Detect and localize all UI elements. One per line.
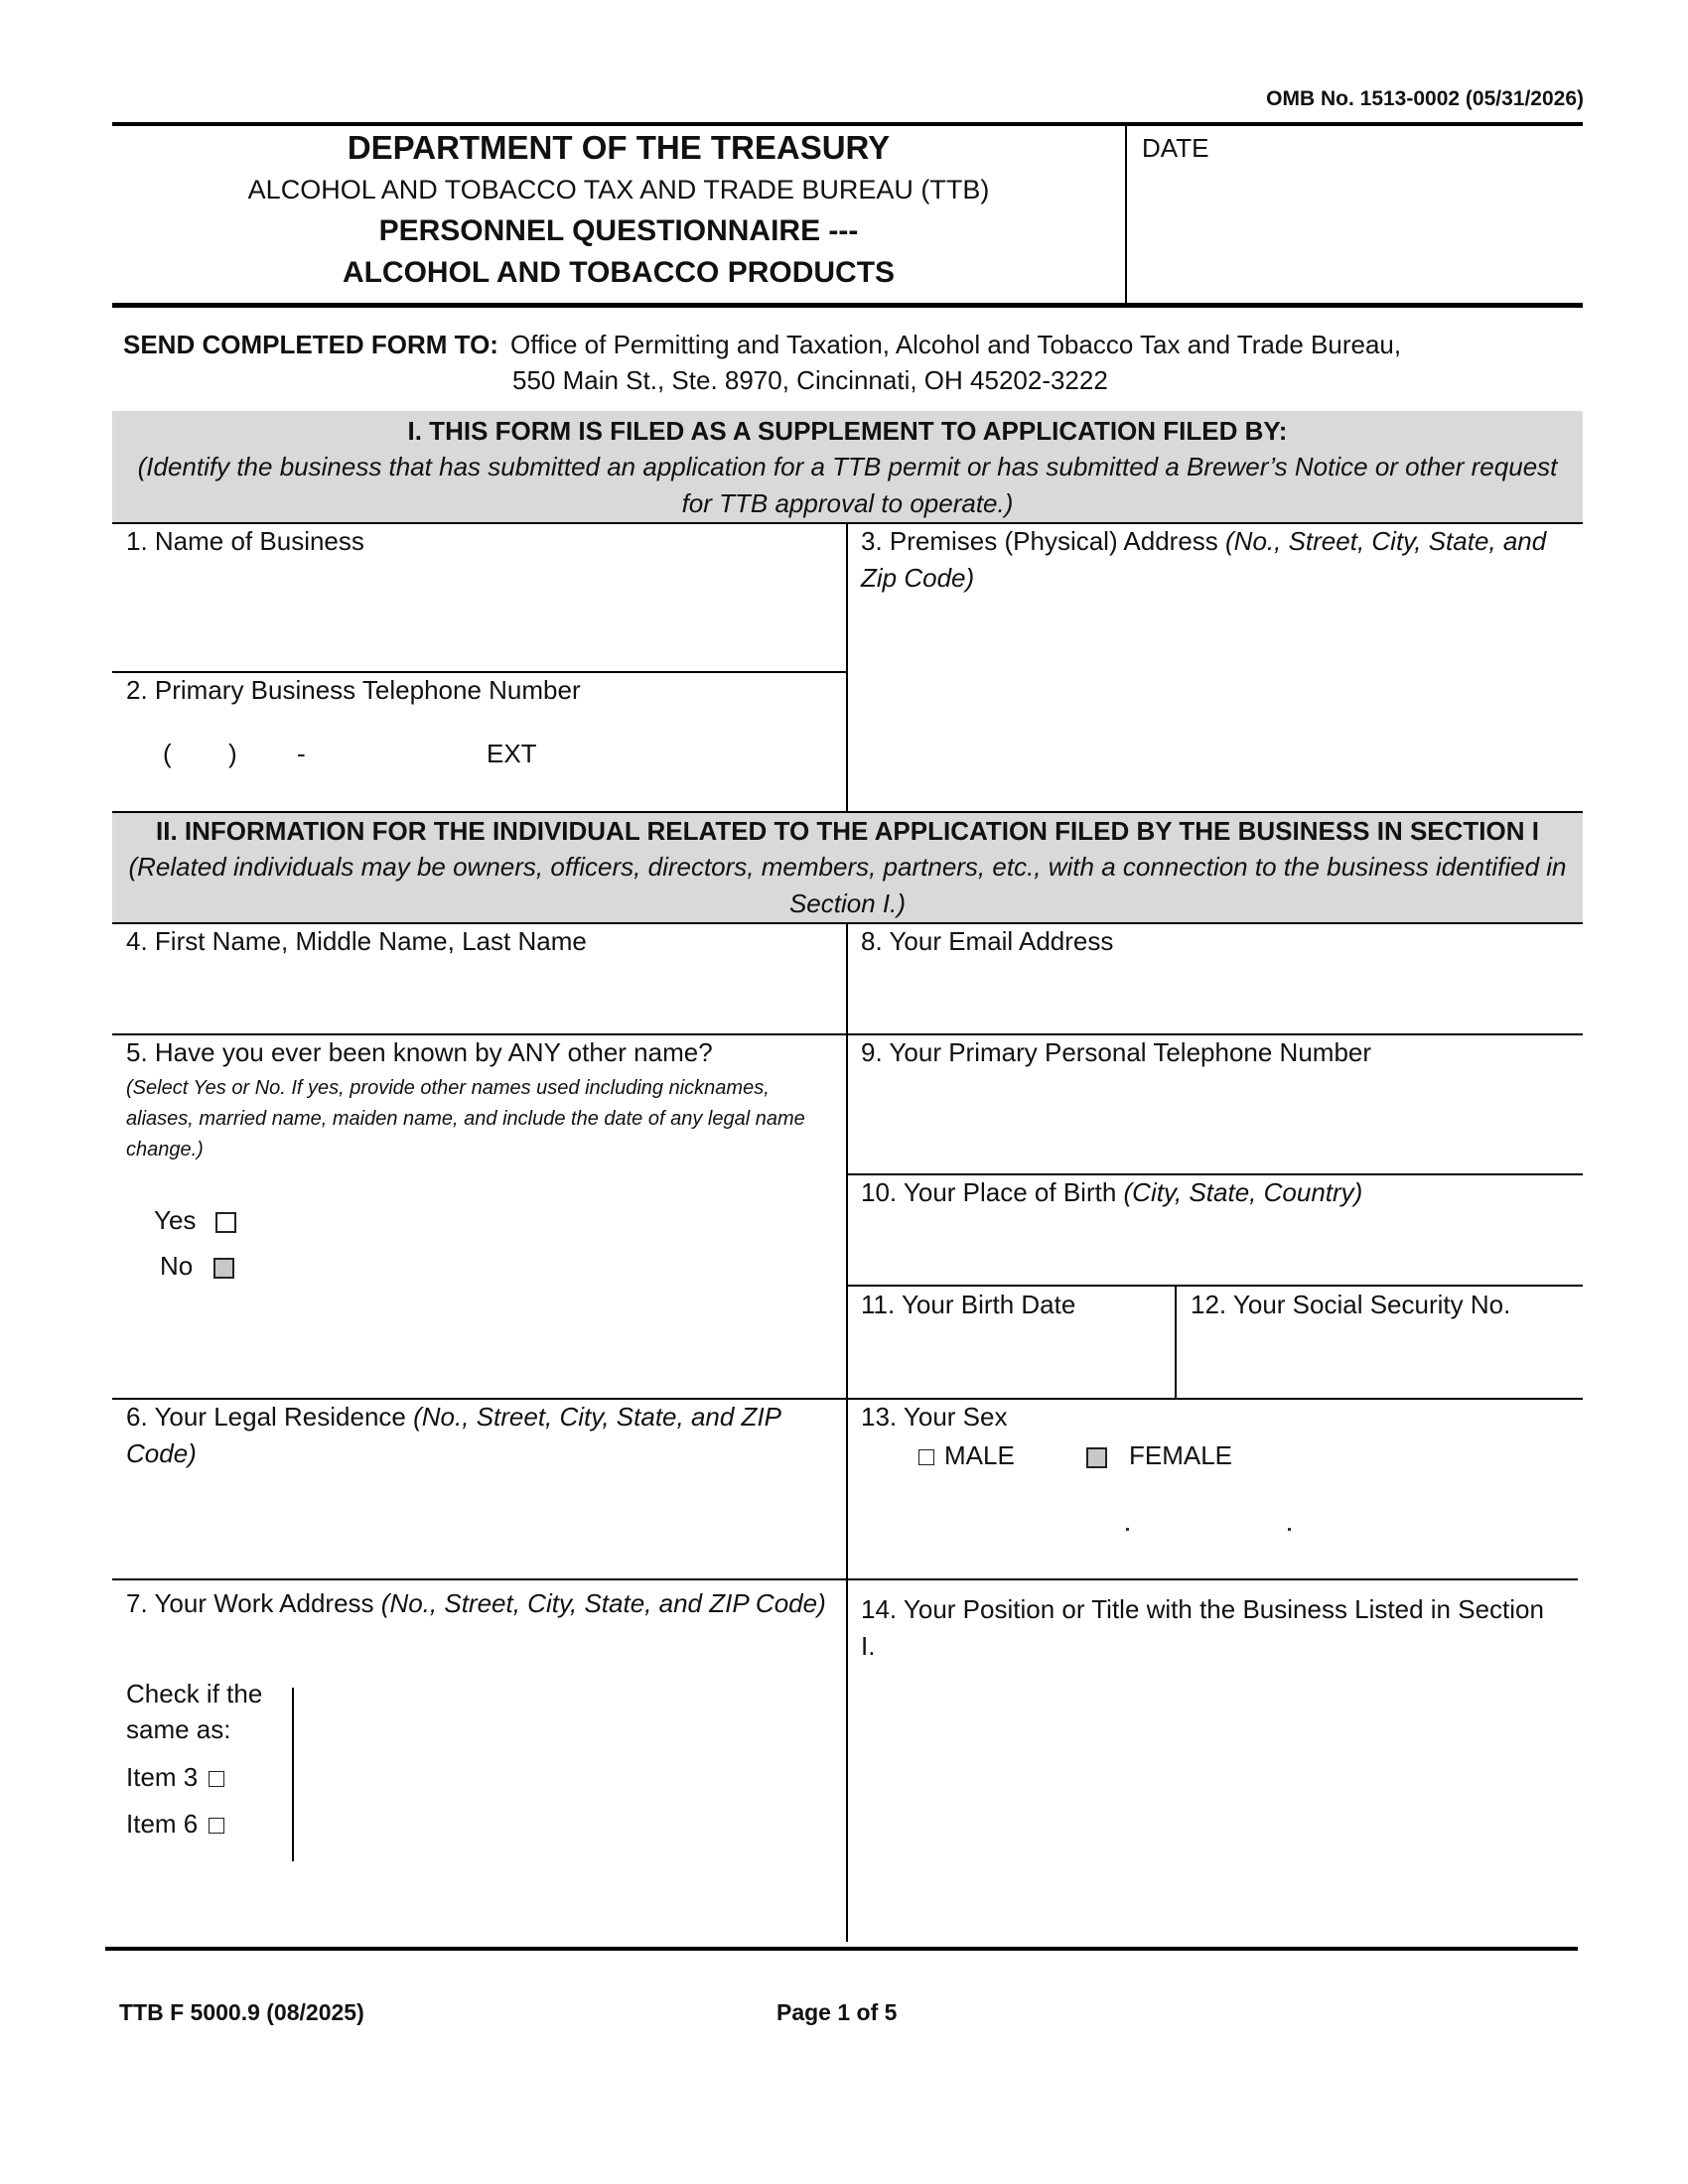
item9-label: 9. Your Primary Personal Telephone Number	[861, 1037, 1372, 1067]
footer-form-id: TTB F 5000.9 (08/2025)	[119, 1999, 364, 2025]
send-to-address-line2: 550 Main St., Ste. 8970, Cincinnati, OH 45202-3222	[512, 365, 1108, 395]
section2-subtitle: (Related individuals may be owners, officers, directors, members, partners, etc., with a connection to the business identified in Section I.)	[128, 852, 1567, 918]
business-name-field[interactable]	[114, 561, 844, 668]
yes-checkbox[interactable]	[215, 1212, 236, 1233]
item6-same-label: Item 6	[126, 1809, 199, 1839]
female-option[interactable]	[1086, 1437, 1232, 1474]
legal-residence-field[interactable]	[114, 1476, 844, 1575]
female-checkbox[interactable]	[1086, 1447, 1107, 1468]
female-label: FEMALE	[1129, 1440, 1233, 1470]
check-same-label-line1: Check if the	[126, 1679, 263, 1708]
item3-same-checkbox[interactable]	[209, 1771, 224, 1787]
item11-label: 11. Your Birth Date	[861, 1290, 1076, 1319]
male-checkbox[interactable]	[918, 1449, 934, 1465]
send-to-address-line1: Office of Permitting and Taxation, Alcohol and Tobacco Tax and Trade Bureau,	[510, 330, 1402, 359]
check-same-label-line2: same as:	[126, 1714, 231, 1744]
form-title-line2: ALCOHOL AND TOBACCO PRODUCTS	[342, 256, 896, 289]
row13-bottom	[112, 1578, 1578, 1580]
item2-label: 2. Primary Business Telephone Number	[126, 675, 581, 705]
email-field[interactable]	[850, 961, 1580, 1030]
stray-dot	[1126, 1528, 1129, 1531]
item6-text: 6. Your Legal Residence	[126, 1402, 414, 1432]
male-label: MALE	[944, 1440, 1015, 1470]
full-name-field[interactable]	[114, 961, 844, 1030]
no-option[interactable]	[160, 1248, 234, 1285]
phone-dash: -	[297, 739, 306, 768]
row11-divider	[1175, 1287, 1177, 1398]
item3-italic-text: (No., Street, City, State, and Zip Code)	[861, 526, 1547, 593]
item6-label	[126, 1399, 836, 1472]
personal-phone-field[interactable]	[850, 1074, 1580, 1170]
omb-number: OMB No. 1513-0002 (05/31/2026)	[1266, 87, 1584, 110]
header-top-rule	[112, 122, 1583, 126]
item7-italic-text: (No., Street, City, State, and ZIP Code)	[380, 1588, 826, 1618]
date-field-label: DATE	[1142, 133, 1209, 163]
position-title-field[interactable]	[850, 1678, 1580, 1941]
item10-label	[861, 1174, 1362, 1211]
header-bottom-rule	[112, 303, 1583, 308]
section1-subtitle: (Identify the business that has submitted an application for a TTB permit or has submitted a Brewer’s Notice or other request for TTB approval to operate.)	[137, 452, 1558, 518]
ssn-field[interactable]	[1179, 1324, 1581, 1396]
place-of-birth-field[interactable]	[850, 1213, 1580, 1283]
item12-label: 12. Your Social Security No.	[1191, 1290, 1511, 1319]
item13-label: 13. Your Sex	[861, 1402, 1008, 1432]
form-title-line1: PERSONNEL QUESTIONNAIRE ---	[378, 214, 859, 247]
item3-text: 3. Premises (Physical) Address	[861, 526, 1226, 556]
birth-date-field[interactable]	[850, 1324, 1173, 1396]
work-address-field[interactable]	[298, 1668, 842, 1941]
phone-close-paren: )	[228, 739, 237, 768]
item8-label: 8. Your Email Address	[861, 926, 1114, 956]
phone-open-paren: (	[163, 739, 172, 768]
item3-same-label: Item 3	[126, 1762, 199, 1792]
item5-instructions: (Select Yes or No. If yes, provide other names used including nicknames, aliases, married name, maiden name, and include the date of any legal name change.)	[126, 1077, 805, 1160]
no-checkbox[interactable]	[213, 1258, 234, 1279]
yes-option[interactable]	[154, 1202, 236, 1239]
yes-label: Yes	[154, 1205, 197, 1235]
section2-title: II. INFORMATION FOR THE INDIVIDUAL RELATED TO THE APPLICATION FILED BY THE BUSINESS IN SECTION I	[156, 816, 1539, 846]
section2-header	[112, 813, 1583, 922]
send-to-label: SEND COMPLETED FORM TO:	[123, 330, 498, 359]
department-title: DEPARTMENT OF THE TREASURY	[347, 129, 891, 166]
footer-page-number: Page 1 of 5	[776, 1999, 898, 2025]
item7-label	[126, 1585, 836, 1622]
section2-main-divider	[846, 924, 848, 1942]
no-label: No	[160, 1251, 194, 1281]
item14-label: 14. Your Position or Title with the Business Listed in Section I.	[861, 1594, 1544, 1661]
form-bottom-rule	[105, 1947, 1578, 1951]
item10-italic-text: (City, State, Country)	[1123, 1177, 1363, 1207]
item10-text: 10. Your Place of Birth	[861, 1177, 1124, 1207]
phone-ext-label: EXT	[487, 739, 537, 768]
section1-header	[112, 411, 1583, 522]
date-field[interactable]	[1129, 169, 1581, 298]
business-phone-field[interactable]	[114, 720, 844, 809]
stray-dot	[1288, 1528, 1291, 1531]
header-divider	[1125, 126, 1127, 303]
section1-divider	[846, 524, 848, 812]
item3-same-option[interactable]	[126, 1759, 224, 1796]
check-divider	[292, 1688, 294, 1861]
item4-label: 4. First Name, Middle Name, Last Name	[126, 926, 587, 956]
premises-address-field[interactable]	[850, 601, 1580, 809]
item6-same-option[interactable]	[126, 1806, 224, 1843]
item7-text: 7. Your Work Address	[126, 1588, 381, 1618]
header-title-block	[112, 127, 1125, 294]
item3-label	[861, 523, 1561, 597]
item6-italic-text: (No., Street, City, State, and ZIP Code)	[126, 1402, 781, 1468]
item5-label: 5. Have you ever been known by ANY other name?	[126, 1037, 713, 1067]
male-option[interactable]	[918, 1437, 1015, 1474]
section1-title: I. THIS FORM IS FILED AS A SUPPLEMENT TO APPLICATION FILED BY:	[407, 416, 1288, 446]
item1-label: 1. Name of Business	[126, 526, 364, 556]
bureau-title: ALCOHOL AND TOBACCO TAX AND TRADE BUREAU (TTB)	[247, 175, 990, 205]
item6-same-checkbox[interactable]	[209, 1818, 224, 1834]
